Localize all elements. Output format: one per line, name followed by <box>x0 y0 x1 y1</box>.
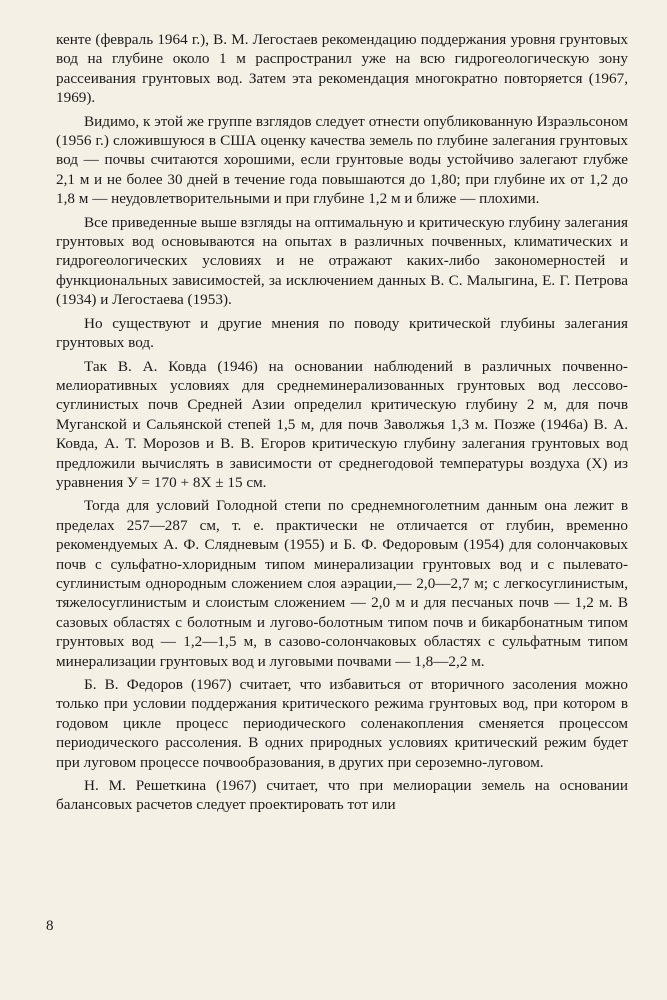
paragraph-6: Тогда для условий Голодной степи по среднемноголетним данным она лежит в пределах 257—287 см, т. е. практически не отличается от глубин, временно рекомендуемых А. Ф. Слядневым (1955) и Б. Ф. Федоровым (1954) для солончаковых почв с сульфатно-хлоридным типом минерализации грунтовых вод и с пылевато-суглинистым однородным сложением слоя аэрации,— 2,0—2,7 м; с легкосуглинистым, тяжелосуглинистым и слоистым сложением — 2,0 м и для песчаных почв — 1,2 м. В сазовых областях с болотным и лугово-болотным типом почв и бикарбонатным типом грунтовых вод — 1,2—1,5 м, в сазово-солончаковых областях с сульфатным типом минерализации грунтовых вод и луговыми почвами — 1,8—2,2 м. <box>56 497 628 670</box>
paragraph-1: кенте (февраль 1964 г.), В. М. Легостаев рекомендацию поддержания уровня грунтовых вод на глубине около 1 м распространил уже на всю гидрогеологическую зону рассеивания грунтовых вод. Затем эта рекомендация многократно повторяется (1967, 1969). <box>56 31 628 107</box>
paragraph-3: Все приведенные выше взгляды на оптимальную и критическую глубину залегания грунтовых вод основываются на опытах в различных почвенных, климатических и гидрогеологических условиях и не отражают каких-либо закономерностей и функциональных зависимостей, за исключением данных В. С. Малыгина, Е. Г. Петрова (1934) и Легостаева (1953). <box>56 213 628 309</box>
body-text <box>56 30 628 819</box>
page-number: 8 <box>46 918 54 934</box>
paragraph-7: Б. В. Федоров (1967) считает, что избавиться от вторичного засоления можно только при условии поддержания критического режима грунтовых вод, при котором в годовом цикле процесс периодического соленакопления сменяется процессом периодического рассоления. В одних природных условиях критический режим будет при луговом процессе почвообразования, в других при сероземно-луговом. <box>56 676 628 771</box>
paragraph-8: Н. М. Решеткина (1967) считает, что при мелиорации земель на основании балансовых расчетов следует проектировать тот или <box>56 777 628 814</box>
paragraph-4: Но существуют и другие мнения по поводу критической глубины залегания грунтовых вод. <box>56 314 628 352</box>
paragraph-5: Так В. А. Ковда (1946) на основании наблюдений в различных почвенно-мелиоративных условиях для среднеминерализованных грунтовых вод лессово-суглинистых почв Средней Азии определил критическую глубину 2 м, для почв Муганской и Сальянской степей 1,5 м, для почв Заволжья 1,3 м. Позже (1946а) В. А. Ковда, А. Т. Морозов и В. В. Егоров критическую глубину залегания грунтовых вод предложили вычислять в зависимости от среднегодовой температуры воздуха (X) из уравнения У = 170 + 8X ± 15 см. <box>56 357 628 491</box>
paragraph-2: Видимо, к этой же группе взглядов следует отнести опубликованную Израэльсоном (1956 г.) сложившуюся в США оценку качества земель по глубине залегания грунтовых вод — почвы считаются хорошими, если грунтовые воды устойчиво залегают глубже 2,1 м и не более 30 дней в течение года повышаются до 1,80; при глубине их от 1,2 до 1,8 м — неудовлетворительными и при глубине 1,2 м и ближе — плохими. <box>56 112 628 208</box>
